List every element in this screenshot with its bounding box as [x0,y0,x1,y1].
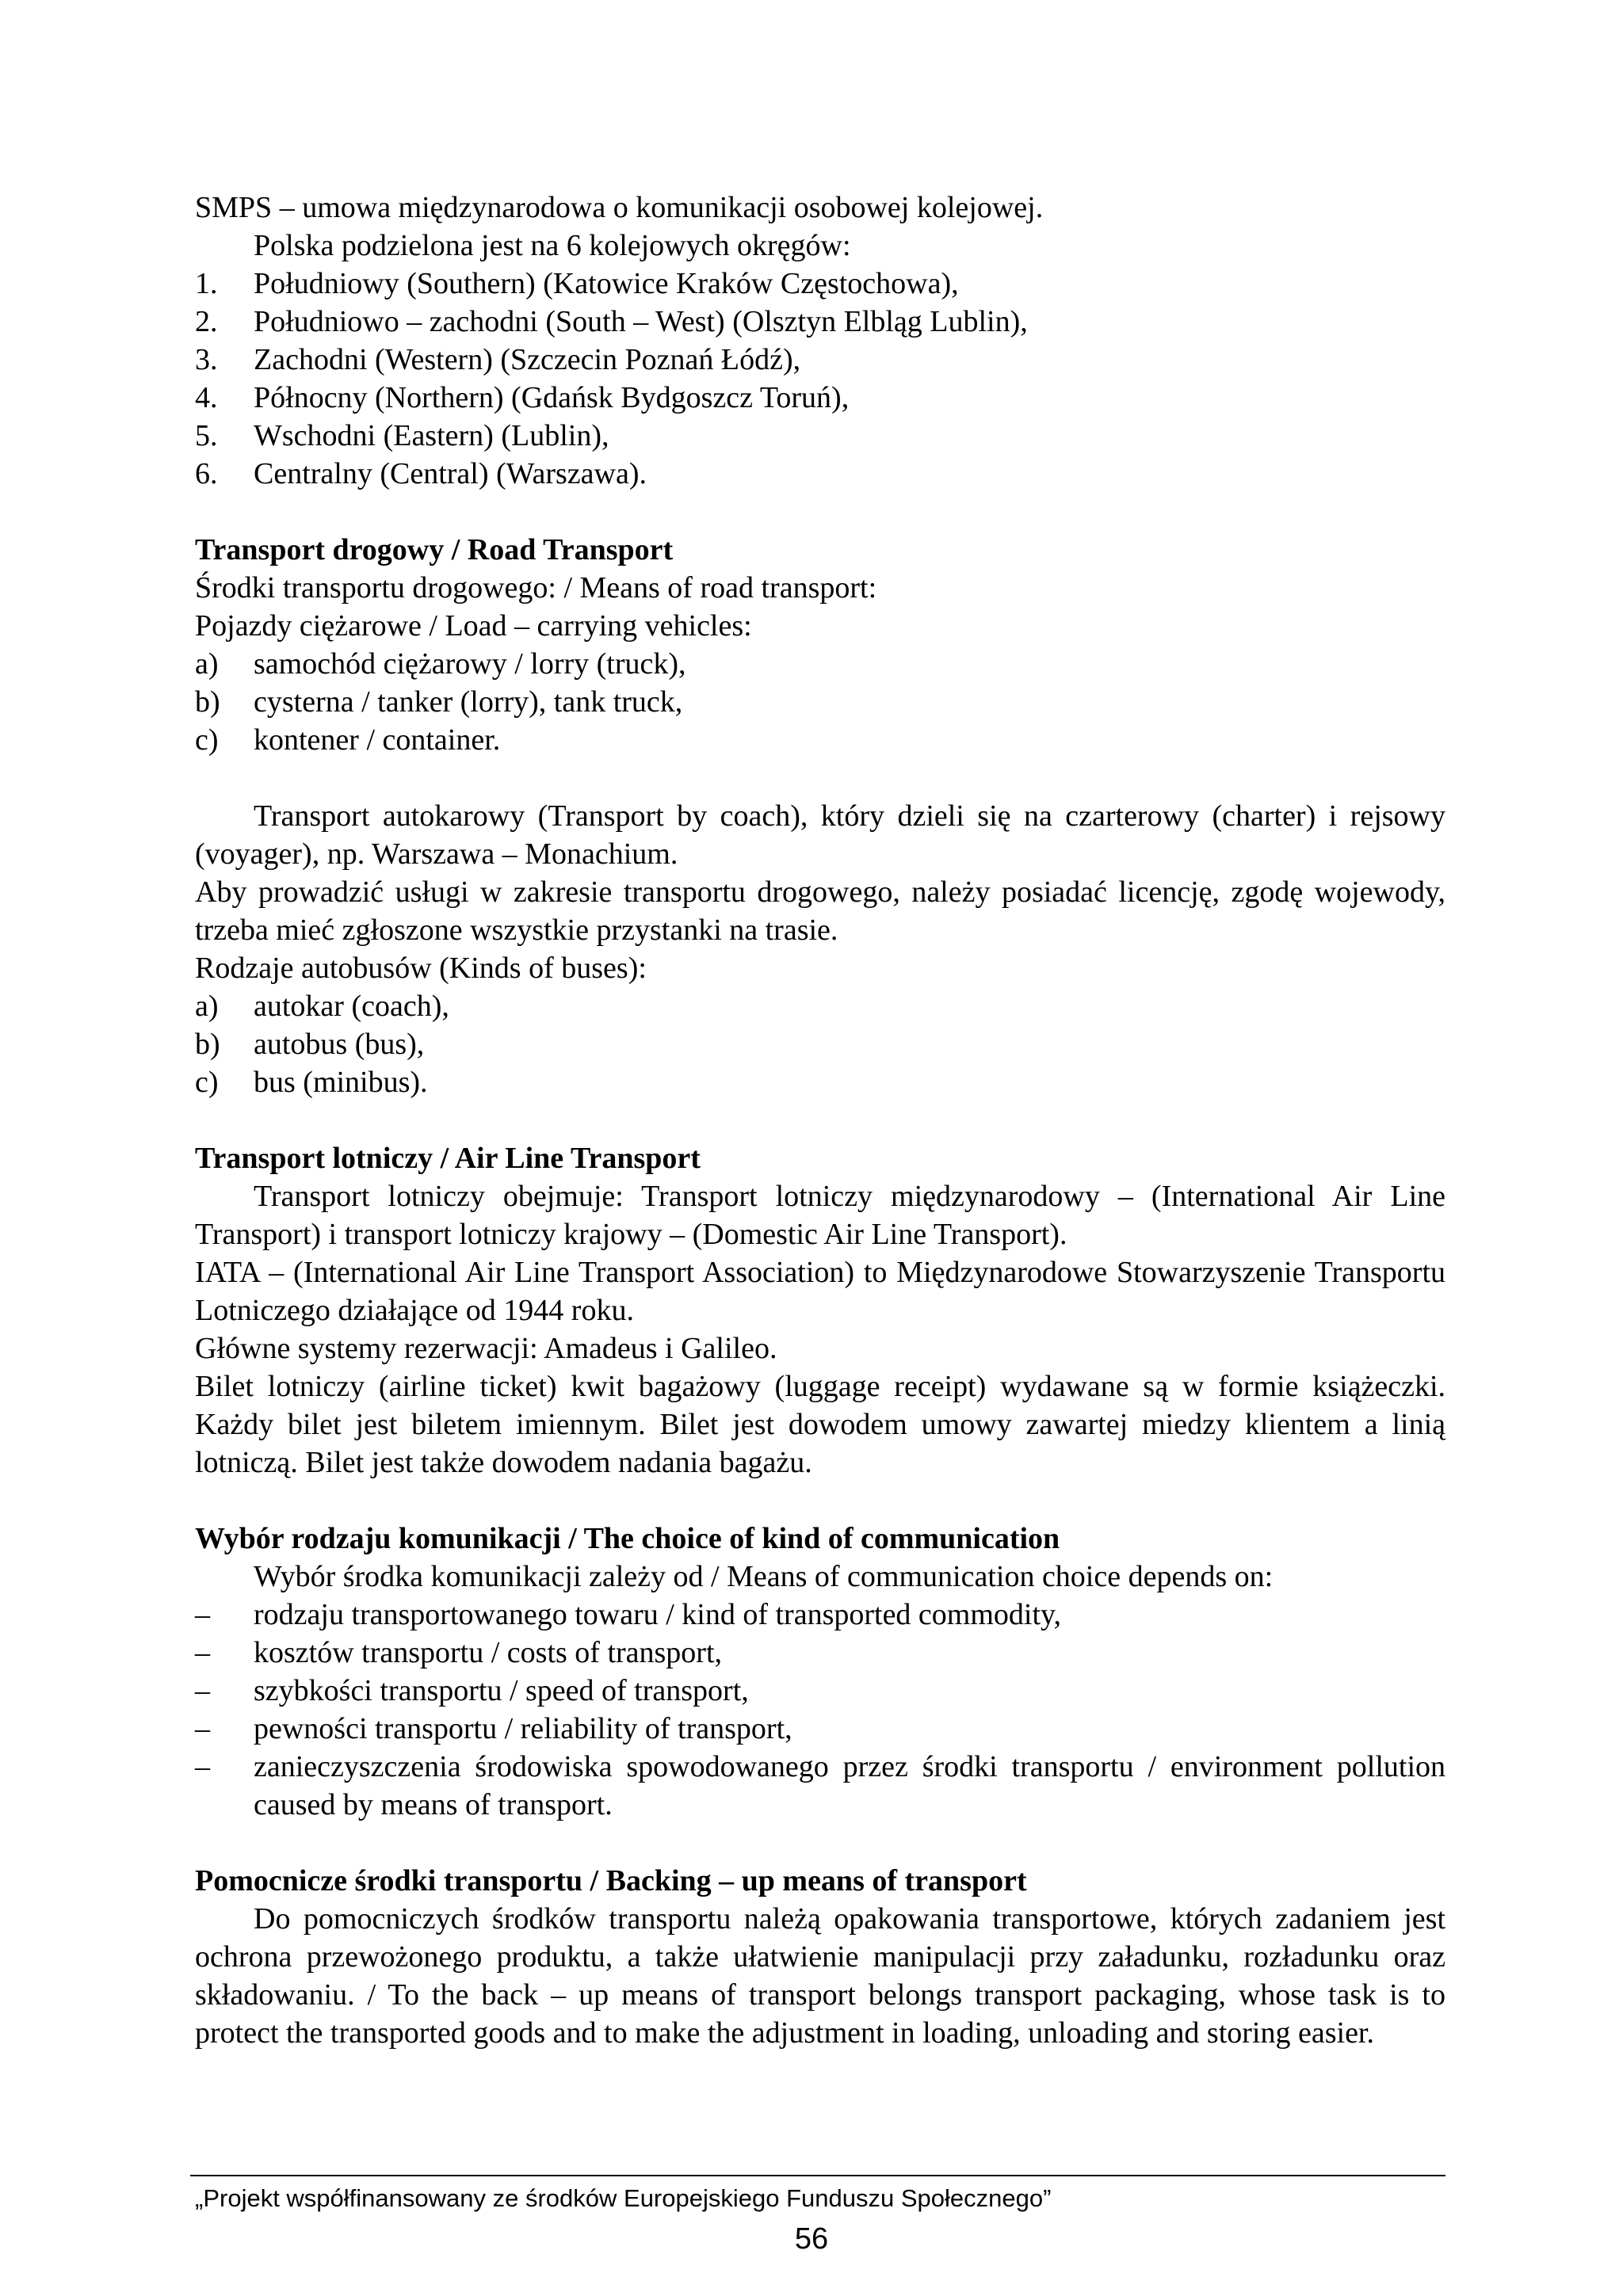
list-marker: b) [195,685,220,719]
list-marker: a) [195,647,219,681]
list-item-text: kontener / container. [254,723,501,757]
list-item [195,303,1445,341]
choice-factors-list [195,1596,1445,1824]
list-item [195,1063,1445,1101]
list-item [195,1025,1445,1063]
list-item-text: rodzaju transportowanego towaru / kind of transported commodity, [254,1598,1062,1631]
list-item-text: kosztów transportu / costs of transport, [254,1636,723,1669]
list-marker: – [195,1750,210,1783]
list-item [195,417,1445,455]
districts-intro: Polska podzielona jest na 6 kolejowych okręgów: [254,229,851,262]
list-marker: 2. [195,305,218,338]
list-item [195,721,1445,759]
smps-line: SMPS – umowa międzynarodowa o komunikacji osobowej kolejowej. [195,191,1044,224]
list-item-text: zanieczyszczenia środowiska spowodowanego przez środki transportu / environment pollution caused by means of transport. [254,1750,1445,1821]
section-heading-choice: Wybór rodzaju komunikacji / The choice of kind of communication [195,1522,1060,1555]
road-means-line: Środki transportu drogowego: / Means of road transport: [195,571,877,605]
list-item [195,379,1445,417]
list-item [195,1596,1445,1634]
list-item-text: autokar (coach), [254,990,449,1023]
list-item-text: szybkości transportu / speed of transport, [254,1674,749,1707]
list-marker: a) [195,990,219,1023]
list-item [195,455,1445,493]
list-marker: c) [195,723,219,757]
footer-funding-note: „Projekt współfinansowany ze środków Europejskiego Funduszu Społecznego” [195,2184,1052,2212]
spacer [195,1101,1445,1139]
vehicles-list [195,645,1445,759]
list-marker: – [195,1712,210,1745]
section-heading-road: Transport drogowy / Road Transport [195,533,674,566]
page-number: 56 [794,2222,829,2256]
air-paragraph-reservation: Główne systemy rezerwacji: Amadeus i Galileo. [195,1332,777,1365]
list-item-text: Zachodni (Western) (Szczecin Poznań Łódź), [254,343,801,376]
list-item-text: Północny (Northern) (Gdańsk Bydgoszcz Toruń), [254,381,850,414]
section-heading-backup: Pomocnicze środki transportu / Backing – up means of transport [195,1864,1027,1897]
list-marker: – [195,1674,210,1707]
footer-divider [190,2175,1445,2176]
coach-paragraph: Transport autokarowy (Transport by coach), który dzieli się na czarterowy (charter) i rejsowy (voyager), np. Warszawa – Monachium. [195,799,1445,871]
load-vehicles-line: Pojazdy ciężarowe / Load – carrying vehicles: [195,609,752,643]
air-paragraph-iata: IATA – (International Air Line Transport Association) to Międzynarodowe Stowarzyszenie Transportu Lotniczego działające od 1944 roku. [195,1256,1445,1327]
backup-paragraph: Do pomocniczych środków transportu należą opakowania transportowe, których zadaniem jest ochrona przewożonego produktu, a także ułatwienie manipulacji przy załadunku, rozładunku oraz składowaniu. / To the back – up means of transport belongs transport packaging, whose task is to protect the transported goods and to make the adjustment in loading, unloading and storing easier. [195,1902,1445,2050]
list-item [195,1634,1445,1672]
spacer [195,1824,1445,1862]
list-item [195,1672,1445,1710]
list-marker: – [195,1598,210,1631]
list-marker: c) [195,1066,219,1099]
air-paragraph-ticket: Bilet lotniczy (airline ticket) kwit bagażowy (luggage receipt) wydawane są w formie książeczki. Każdy bilet jest biletem imiennym. Bilet jest dowodem umowy zawartej miedzy klientem a linią lotniczą. Bilet jest także dowodem nadania bagażu. [195,1370,1445,1479]
list-marker: 5. [195,419,218,452]
choice-intro: Wybór środka komunikacji zależy od / Means of communication choice depends on: [254,1560,1274,1593]
section-heading-air: Transport lotniczy / Air Line Transport [195,1142,701,1175]
list-marker: b) [195,1028,220,1061]
list-marker: 4. [195,381,218,414]
list-marker: – [195,1636,210,1669]
list-item [195,265,1445,303]
list-marker: 3. [195,343,218,376]
list-item-text: Południowy (Southern) (Katowice Kraków Częstochowa), [254,267,959,300]
railway-districts-list [195,265,1445,493]
list-item-text: cysterna / tanker (lorry), tank truck, [254,685,683,719]
list-item-text: samochód ciężarowy / lorry (truck), [254,647,686,681]
list-item [195,1710,1445,1748]
page-body [195,189,1445,2052]
list-item [195,987,1445,1025]
license-paragraph: Aby prowadzić usługi w zakresie transportu drogowego, należy posiadać licencję, zgodę wojewody, trzeba mieć zgłoszone wszystkie przystanki na trasie. [195,875,1445,947]
list-item-text: Południowo – zachodni (South – West) (Olsztyn Elbląg Lublin), [254,305,1028,338]
list-item-text: Wschodni (Eastern) (Lublin), [254,419,609,452]
list-marker: 6. [195,457,218,490]
list-item [195,645,1445,683]
list-item-text: Centralny (Central) (Warszawa). [254,457,647,490]
list-item-text: bus (minibus). [254,1066,428,1099]
list-item-text: autobus (bus), [254,1028,425,1061]
list-item-text: pewności transportu / reliability of transport, [254,1712,792,1745]
list-item [195,683,1445,721]
list-item [195,1748,1445,1824]
buses-list [195,987,1445,1101]
air-paragraph-1: Transport lotniczy obejmuje: Transport lotniczy międzynarodowy – (International Air Line Transport) i transport lotniczy krajowy – (Domestic Air Line Transport). [195,1180,1445,1251]
buses-intro: Rodzaje autobusów (Kinds of buses): [195,952,647,985]
list-item [195,341,1445,379]
spacer [195,493,1445,531]
list-marker: 1. [195,267,218,300]
spacer [195,759,1445,797]
spacer [195,1482,1445,1520]
